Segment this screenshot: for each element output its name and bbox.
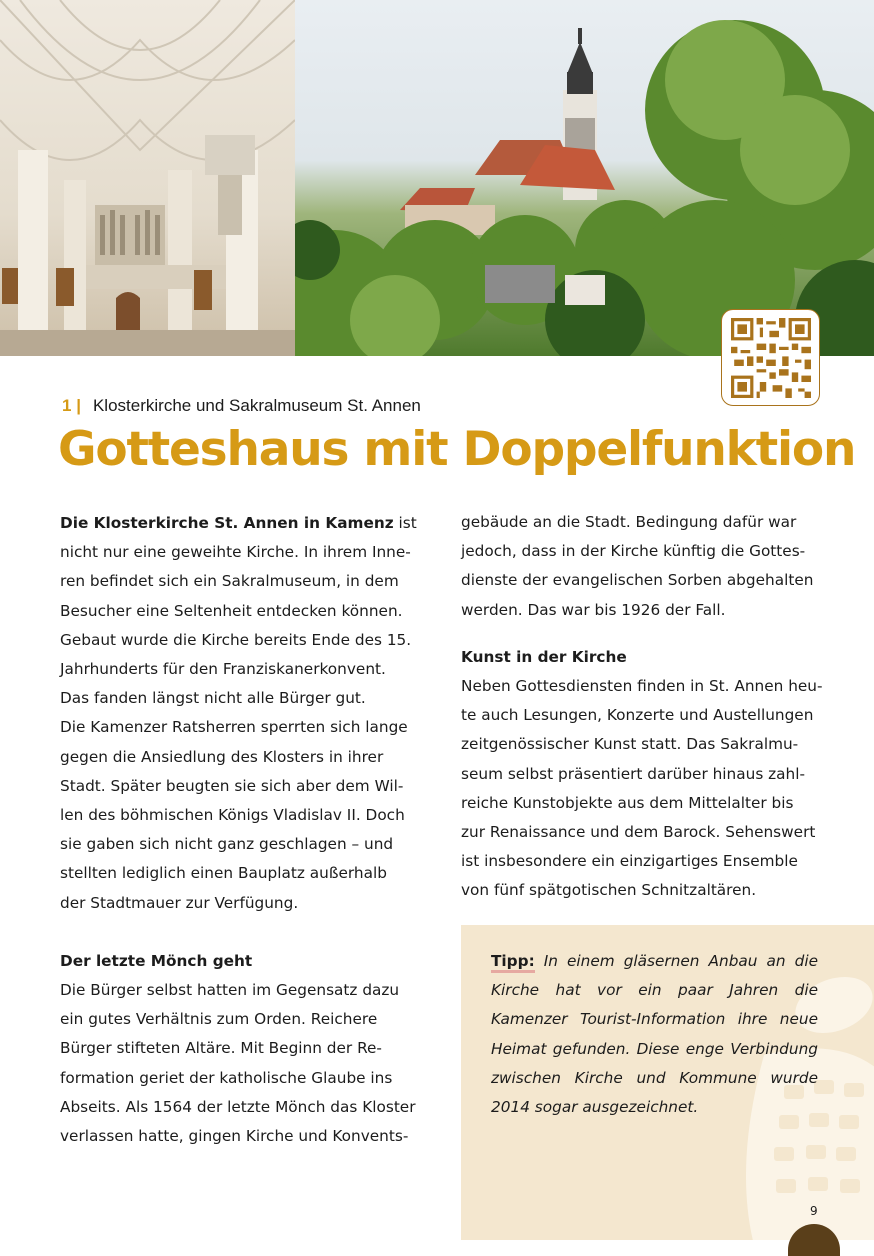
article-subtitle: Klosterkirche und Sakralmuseum St. Annen [92,396,421,415]
tip-text [491,947,818,1122]
right-column [461,508,826,906]
art-paragraph: Neben Gottesdiensten finden in St. Annen heu- te auch Lesungen, Konzerte und Austellungen zeitgenössischer Kunst statt. Das Sakralmu- seum selbst präsentiert darüber hinaus zahl- reiche Kunstobjekte aus dem Mittelalter bis zur Renaissance und dem Barock. Sehenswert ist insbesondere ein einzigartiges Ensemble von fünf spätgotischen Schnitzaltären. [461,677,823,900]
intro-paragraph: Die Klosterkirche St. Annen in Kamenz ist nicht nur eine geweihte Kirche. In ihrem Inne- ren befindet sich ein Sakralmuseum, in dem Besucher eine Seltenheit entdecken können. Gebaut wurde die Kirche bereits Ende des 15. Jahrhunderts für den Franziskanerkonvent. Das fanden längst nicht alle Bürger gut. Die Kamenzer Ratsherren sperrten sich lange gegen die Ansiedlung des Klosters in ihrer Stadt. Später beugten sie sich aber dem Wil- len des böhmischen Königs Vladislav II. Doch sie gaben sich nicht ganz geschlagen – und stellten lediglich einen Bauplatz außerhalb der Stadtmauer zur Verfügung. [60,514,417,912]
qr-code[interactable] [721,309,820,406]
tip-body: In einem gläsernen Anbau an die Kirche hat vor ein paar Jahren die Kamenzer Tourist-Information ihre neue Heimat gefunden. Diese enge Verbindung zwischen Kirche und Kommune wurde 2014 sogar ausgezeichnet. [491,952,818,1117]
page-number: 9 [810,1204,818,1218]
section-heading-art: Kunst in der Kirche [461,647,627,666]
article-number: 1 | [62,396,81,415]
tip-label: Tipp: [491,952,535,973]
continuation-paragraph: gebäude an die Stadt. Bedingung dafür war jedoch, dass in der Kirche künftig die Gottes- dienste der evangelischen Sorben abgehalten werden. Das war bis 1926 der Fall. [461,513,814,619]
qr-code-icon [731,318,811,398]
page-title: Gotteshaus mit Doppelfunktion [58,422,856,477]
church-interior-photo [0,0,295,356]
section-heading-monk: Der letzte Mönch geht [60,951,253,970]
intro-lead: Die Klosterkirche St. Annen in Kamenz [60,514,394,532]
tip-box [461,925,874,1240]
monk-paragraph: Die Bürger selbst hatten im Gegensatz dazu ein gutes Verhältnis zum Orden. Reichere Bürger stifteten Altäre. Mit Beginn der Re- formation geriet der katholische Glaube ins Abseits. Als 1564 der letzte Mönch das Kloster verlassen hatte, gingen Kirche und Konvents- [60,981,416,1146]
church-exterior-photo [295,0,874,356]
article-kicker [62,396,421,416]
left-column [60,509,425,1151]
